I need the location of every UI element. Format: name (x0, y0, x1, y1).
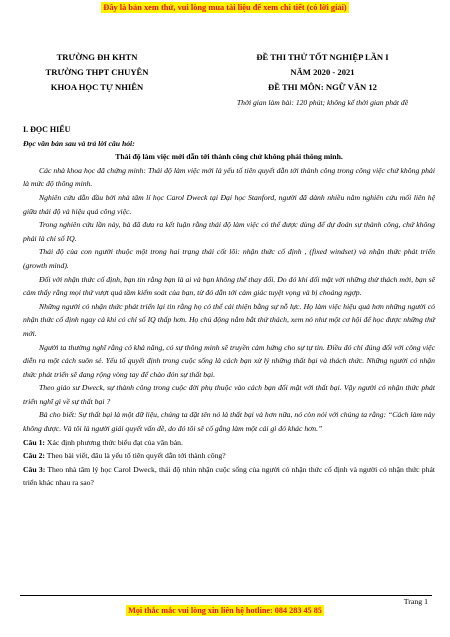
question-text: Xác định phương thức biểu đạt của văn bản. (45, 437, 183, 447)
preview-notice-banner (0, 3, 450, 12)
question-label: Câu 2: (23, 451, 45, 461)
question-item (23, 463, 435, 490)
passage-title: Thái độ làm việc mới dẫn tới thành công chứ không phải thông minh. (115, 152, 343, 162)
passage-paragraph: Bà cho biết: Sự thất bại là một dữ liệu, chúng ta đặt tên nó là thất bại và hơn nữa, nó còn nói với chúng ta rằng: “Cách làm này không được. Và tôi là người giải quyết vấn đề, do đó tôi sẽ cố gắng làm một cái gì đó khác hơn.” (23, 410, 435, 434)
question-text: Theo nhà tâm lý học Carol Dweck, thái độ nhìn nhận cuộc sống của người có nhận thức cố định và người có nhận thức phát triển khác nhau ra sao? (23, 464, 436, 488)
exam-subject: ĐỀ THI MÔN: NGỮ VĂN 12 (268, 82, 377, 92)
question-item (23, 449, 435, 463)
reading-instruction: Đọc văn bản sau và trả lời câu hỏi: (23, 138, 135, 148)
document-body (23, 119, 435, 490)
question-text: Theo bài viết, đâu là yếu tố tiên quyết dẫn tới thành công? (45, 451, 226, 461)
section-title: I. ĐỌC HIỂU (23, 125, 71, 134)
passage-paragraph: Trong nghiên cứu lần này, bà đã đưa ra kết luận rằng thái độ làm việc có thể được dùng để dự đoán sự thành công, chứ không phải là chỉ số IQ. (23, 220, 435, 243)
footer-divider (20, 595, 432, 596)
passage-paragraph: Đối với nhận thức cố định, bạn tin rằng bạn là ai và bạn không thể thay đổi. Do đó khi đối mặt với những thử thách mới, bạn sẽ cảm thấy rằng mọi thứ vượt quá tầm kiểm soát của bạn, từ đó dẫn tới cảm giác tuyệt vọng và bị choáng ngợp. (23, 274, 435, 298)
school-header (22, 50, 172, 95)
school-line-1: TRƯỜNG ĐH KHTN (56, 52, 138, 62)
passage-paragraph: Người ta thường nghĩ rằng có khả năng, có sự thông minh sẽ truyền cảm hứng cho sự tự tin. Điều đó chỉ đúng đối với công việc diễn ra một cách suôn sẻ. Yếu tố quyết định trong cuộc sống là cách bạn xử lý những thất bại và thách thức. Những người có nhận thức phát triển sẽ đang rộng vòng tay để chào đón sự thất bại. (23, 342, 435, 379)
exam-year: NĂM 2020 - 2021 (290, 67, 355, 77)
school-line-2: TRƯỜNG THPT CHUYÊN (45, 67, 149, 77)
question-label: Câu 1: (23, 437, 45, 447)
hotline-banner (0, 606, 450, 615)
question-label: Câu 3: (23, 464, 46, 474)
school-line-3: KHOA HỌC TỰ NHIÊN (50, 82, 144, 92)
question-item (23, 436, 435, 450)
passage-paragraph: Theo giáo sư Dweck, sự thành công trong cuộc đời phụ thuộc vào cách bạn đối mặt với thất bại. Vậy người có nhận thức phát triển nghĩ gì về sự thất bại ? (23, 383, 435, 406)
preview-notice-text: Đây là bản xem thử, vui lòng mua tài liệu để xem chi tiết (có lời giải) (103, 3, 347, 12)
passage-paragraph: Những người có nhận thức phát triển lại tin rằng họ có thể cải thiện bằng sự nỗ lực. Họ làm việc hiệu quả hơn những người có nhận thức cố định ngay cả khi có chỉ số IQ thấp hơn. Họ chủ động nắm bắt thử thách, xem nó như một cơ hội để học được những thứ mới. (23, 301, 435, 338)
passage-paragraph: Nghiên cứu dẫn đầu bởi nhà tâm lí học Carol Dweck tại Đại học Stanford, người đã dành nhiều năm nghiên cứu mối liên hệ giữa thái độ và hiệu quả công việc. (23, 192, 435, 216)
exam-header (205, 50, 440, 110)
passage-paragraph: Thái độ của con người thuộc một trong hai trạng thái cốt lõi: nhận thức cố định , (fixed windset) và nhận thức phát triển (growth mind). (23, 247, 435, 270)
exam-time: Thời gian làm bài: 120 phút; không kể thời gian phát đề (236, 98, 409, 107)
exam-title: ĐỀ THI THỬ TỐT NGHIỆP LẦN I (256, 52, 389, 62)
hotline-text: Mọi thắc mắc vui lòng xin liên hệ hotline: 084 283 45 85 (128, 606, 322, 615)
passage-paragraph: Các nhà khoa học đã chứng minh: Thái độ làm việc mới là yếu tố tiên quyết dẫn tới thành công trong công việc chứ không phải là mức độ thông minh. (23, 165, 435, 189)
page-number: Trang 1 (403, 597, 428, 606)
